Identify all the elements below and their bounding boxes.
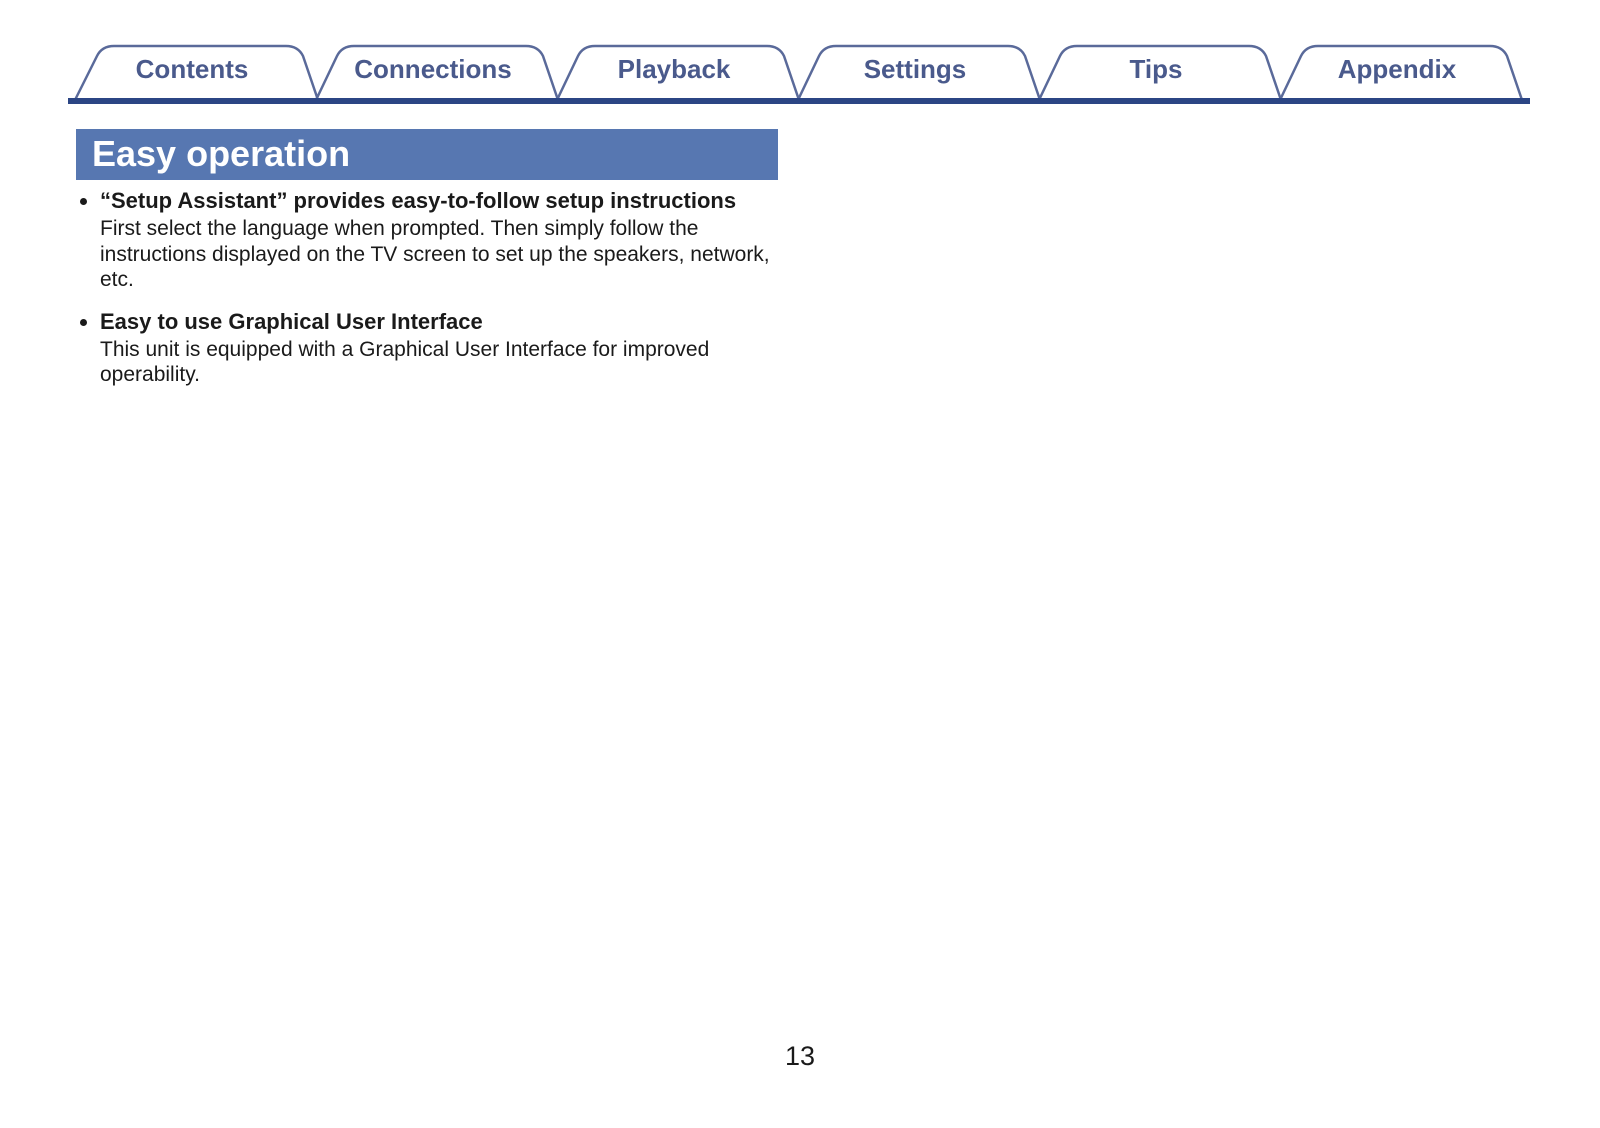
tab-label-contents[interactable]: Contents — [135, 54, 249, 84]
feature-description: First select the language when prompted. Then simply follow the instructions displayed on the TV screen to set up the speakers, network, etc. — [100, 217, 770, 291]
feature-description: This unit is equipped with a Graphical User Interface for improved operability. — [100, 337, 710, 386]
tab-label-settings[interactable]: Settings — [863, 54, 967, 84]
feature-list — [80, 186, 800, 402]
tab-label-appendix[interactable]: Appendix — [1337, 54, 1457, 84]
section-heading-bar — [76, 129, 778, 180]
feature-title: “Setup Assistant” provides easy-to-follow setup instructions — [100, 188, 737, 213]
tab-label-connections[interactable]: Connections — [354, 54, 512, 84]
tab-label-tips[interactable]: Tips — [1129, 54, 1183, 84]
page-number: 13 — [784, 1041, 816, 1071]
section-heading: Easy operation — [92, 133, 351, 174]
list-item — [80, 186, 800, 293]
feature-title: Easy to use Graphical User Interface — [100, 308, 483, 334]
list-item — [80, 307, 800, 388]
bullet-icon — [80, 198, 87, 205]
tab-navigation — [0, 0, 1600, 110]
bullet-icon — [80, 319, 87, 326]
tab-label-playback[interactable]: Playback — [617, 54, 731, 84]
